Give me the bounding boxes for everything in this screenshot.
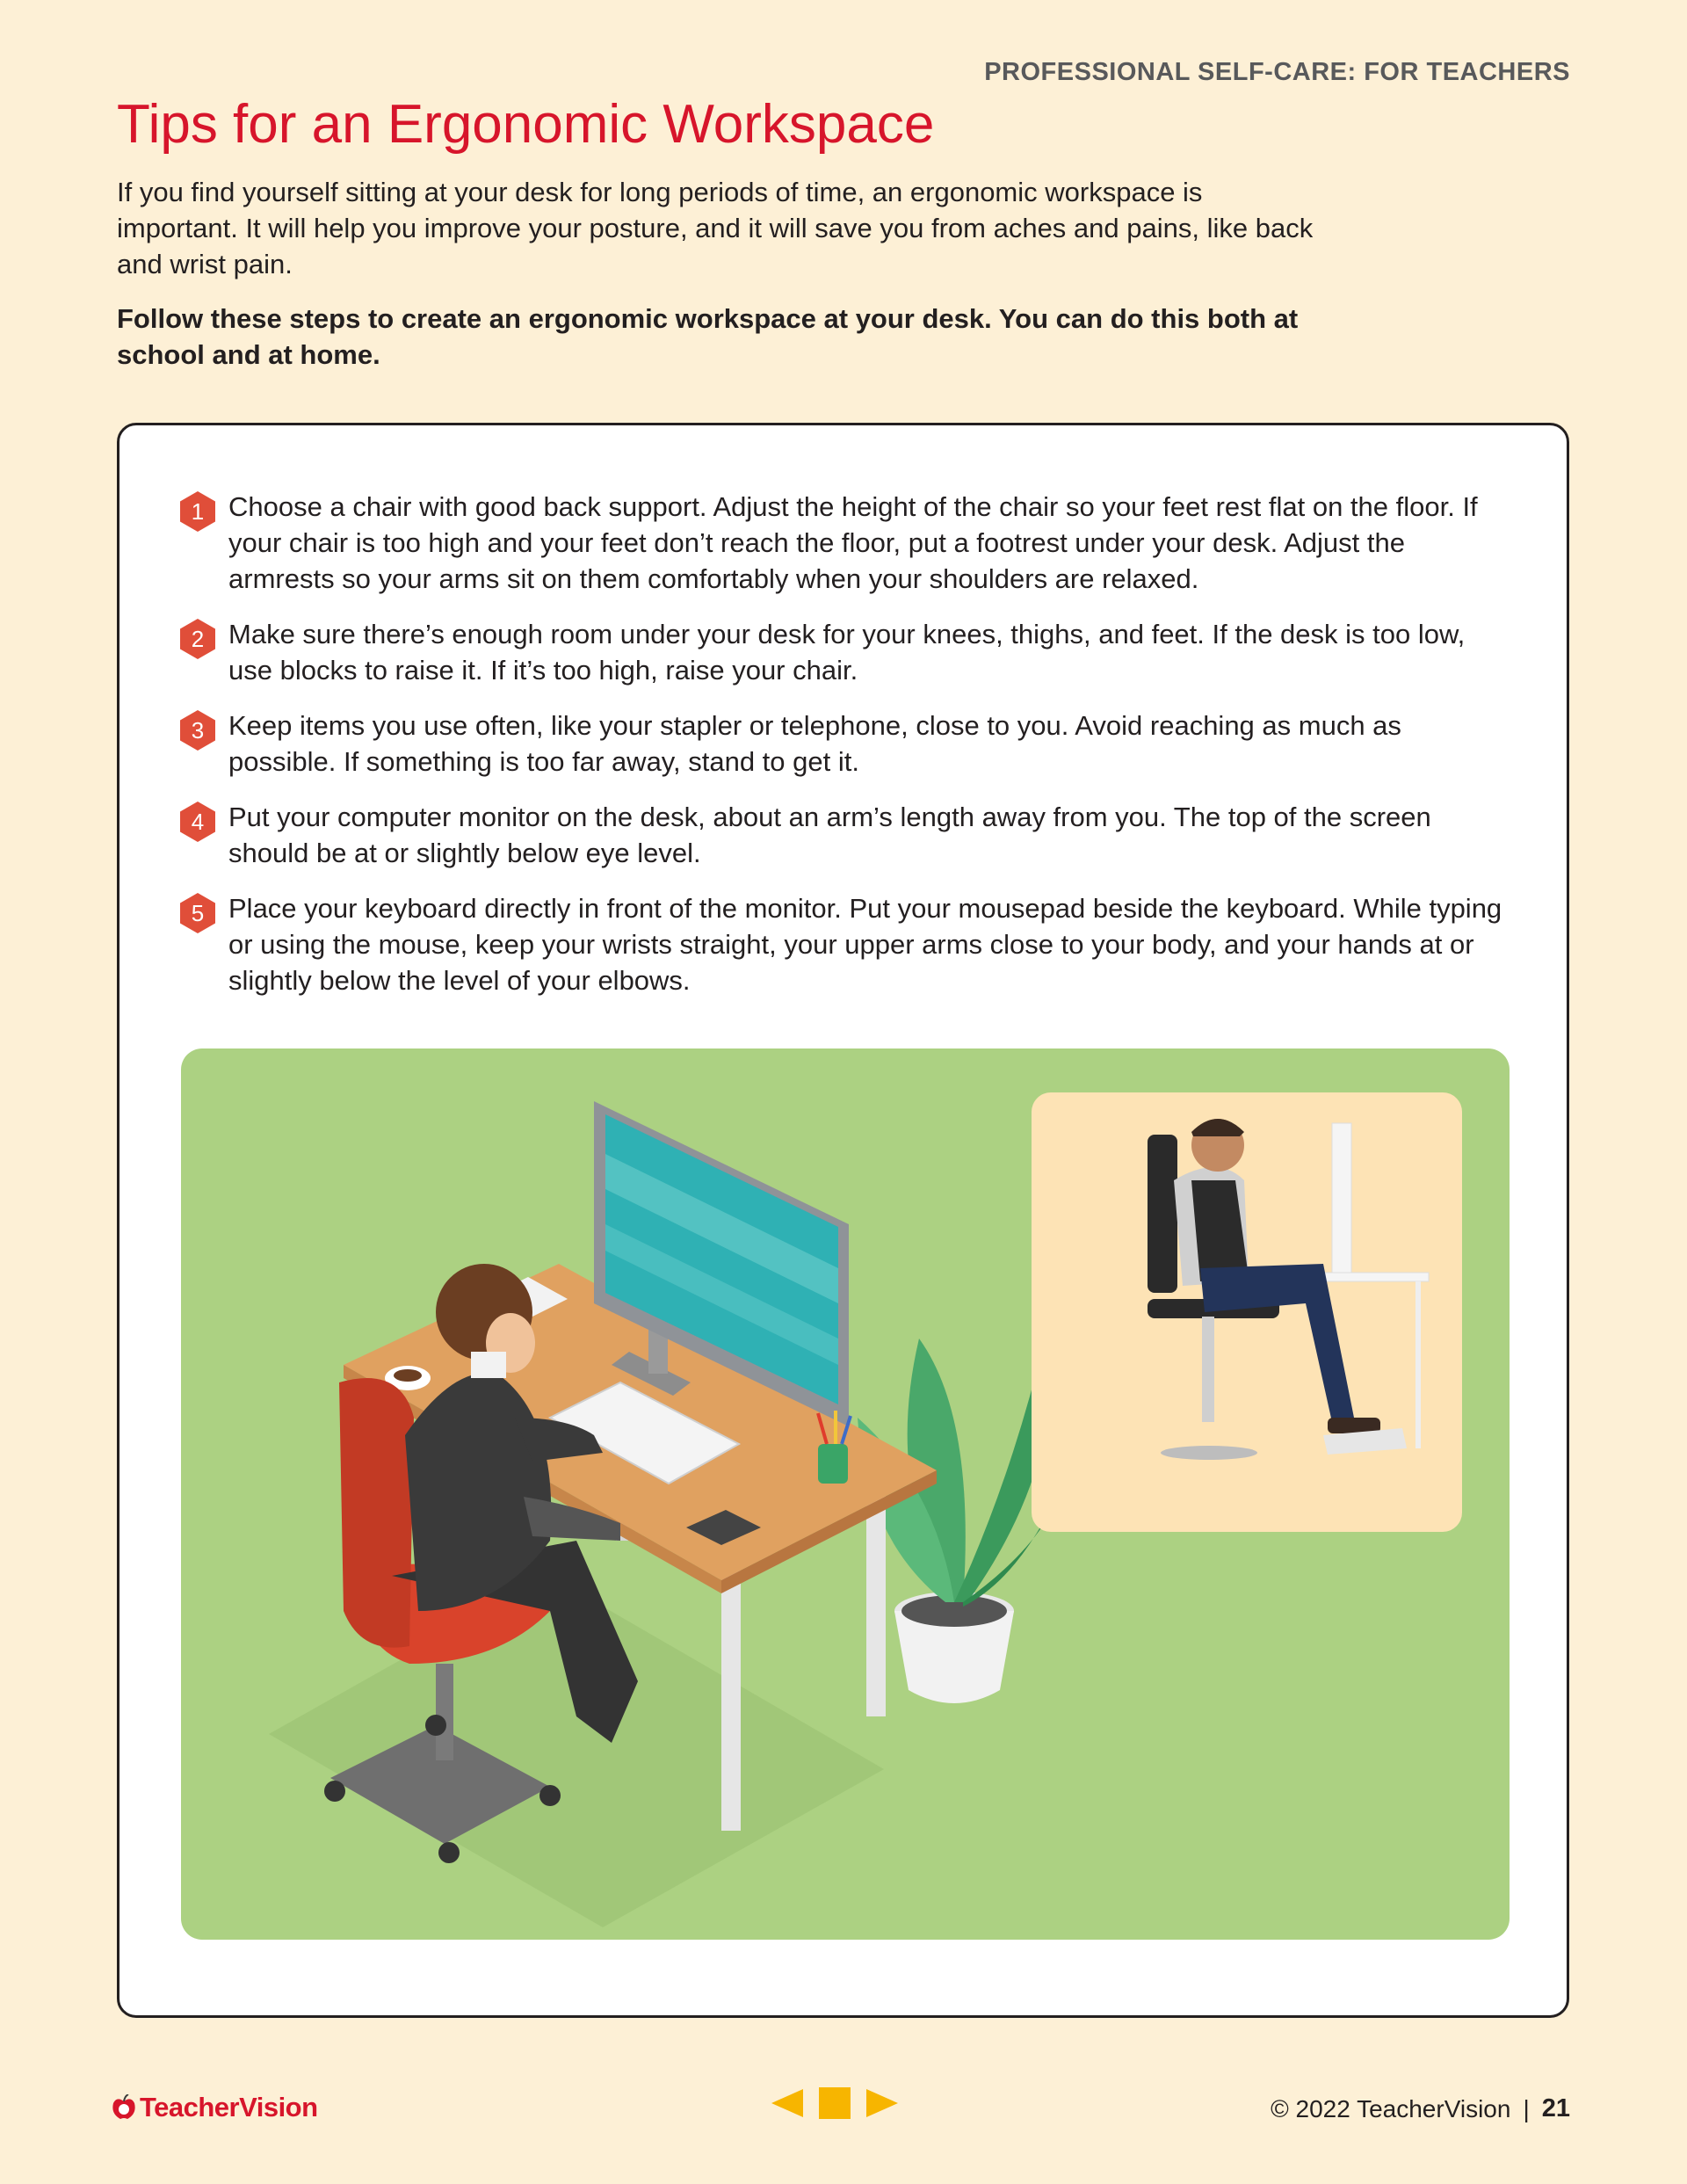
step-item (179, 890, 1515, 998)
copyright-text: © 2022 TeacherVision (1271, 2094, 1511, 2122)
teachervision-logo[interactable] (112, 2092, 318, 2123)
footer-divider: | (1523, 2094, 1530, 2122)
step-badge (179, 892, 216, 934)
steps-card (117, 423, 1569, 2018)
step-item (179, 489, 1515, 597)
posture-photo-inset (1032, 1092, 1462, 1532)
step-text: Put your computer monitor on the desk, about an arm’s length away from you. The top of the screen should be at or slightly below eye level. (228, 802, 1431, 868)
step-text: Choose a chair with good back support. Adjust the height of the chair so your feet rest flat on the floor. If your chair is too high and your feet don’t reach the floor, put a footrest under your desk. Adjust the armrests so your arms sit on them comfortably when your shoulders are relaxed. (228, 491, 1478, 594)
step-badge (179, 709, 216, 751)
step-number: 2 (191, 625, 205, 652)
page-navigation (770, 2086, 900, 2121)
home-square-icon[interactable] (817, 2086, 852, 2121)
step-number: 5 (191, 899, 205, 926)
ergonomic-workspace-illustration (181, 1048, 1510, 1940)
step-item (179, 616, 1515, 688)
brand-name: TeacherVision (140, 2092, 318, 2122)
steps-list (179, 489, 1515, 1018)
step-badge (179, 490, 216, 533)
apple-icon (112, 2094, 136, 2121)
step-text: Keep items you use often, like your stapler or telephone, close to you. Avoid reaching as much as possible. If something is too far away, stand to get it. (228, 710, 1401, 777)
intro-instruction: Follow these steps to create an ergonomic workspace at your desk. You can do this both at school and at home. (117, 303, 1299, 370)
previous-arrow-icon[interactable] (770, 2087, 805, 2119)
intro-paragraph: If you find yourself sitting at your desk for long periods of time, an ergonomic workspace is important. It will help you improve your posture, and it will save you from aches and pains, like back and wrist pain. (117, 177, 1314, 279)
footer-info (1271, 2094, 1570, 2123)
workspace-illustration-svg (181, 1048, 1510, 1940)
next-arrow-icon[interactable] (865, 2087, 900, 2119)
step-badge (179, 801, 216, 843)
page-title: Tips for an Ergonomic Workspace (117, 94, 935, 155)
step-text: Make sure there’s enough room under your desk for your knees, thighs, and feet. If the desk is too low, use blocks to raise it. If it’s too high, raise your chair. (228, 619, 1466, 686)
step-text: Place your keyboard directly in front of the monitor. Put your mousepad beside the keyboard. While typing or using the mouse, keep your wrists straight, your upper arms close to your body, and your hands at or slightly below the level of your elbows. (228, 893, 1502, 996)
page-number: 21 (1541, 2094, 1570, 2122)
step-badge (179, 618, 216, 660)
step-item (179, 799, 1515, 871)
step-item (179, 707, 1515, 780)
step-number: 4 (191, 808, 205, 835)
step-number: 1 (191, 497, 205, 525)
step-number: 3 (191, 716, 205, 744)
header-section-label: PROFESSIONAL SELF-CARE: FOR TEACHERS (984, 58, 1570, 86)
